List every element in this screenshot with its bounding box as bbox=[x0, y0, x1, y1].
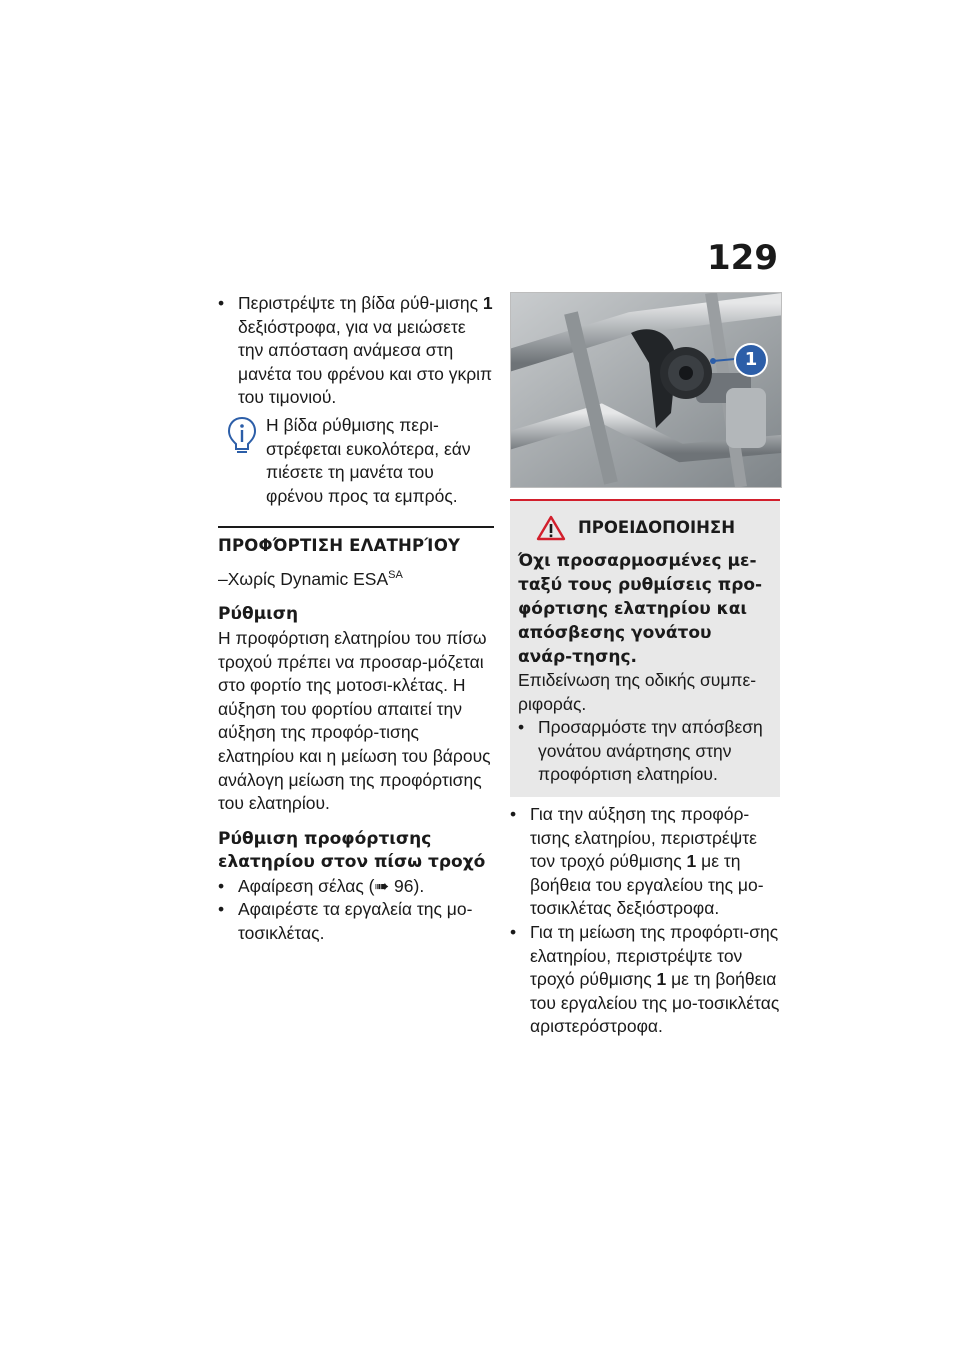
warning-triangle-icon bbox=[536, 515, 566, 541]
page-number: 129 bbox=[707, 238, 778, 278]
right-column bbox=[510, 292, 780, 1039]
instruction-bullet-increase: • Για την αύξηση της προφόρ-τισης ελατηρίου, περιστρέψτε τον τροχό ρύθμισης 1 με τη βοήθεια του εργαλείου της μο-τοσικλέτας δεξιόστροφα. bbox=[510, 803, 780, 921]
warning-box bbox=[510, 501, 780, 797]
warning-header bbox=[536, 515, 770, 541]
warning-hazard: Όχι προσαρμοσμένες με-ταξύ τους ρυθμίσεις προ-φόρτισης ελατηρίου και απόσβεσης γονάτου ανάρ-τησης. bbox=[518, 551, 763, 667]
adjustment-paragraph: Η προφόρτιση ελατηρίου του πίσω τροχού πρέπει να προσαρ-μόζεται στο φορτίο της μοτοσι-κλέτας. Η αύξηση του φορτίου απαιτεί την αύξηση της προφόρ-τισης ελατηρίου και η μείωση του βάρους ανάλογη μείωση της προφόρτισης του ελατηρίου. bbox=[218, 627, 491, 814]
instruction-bullet-decrease: • Για τη μείωση της προφόρτι-σης ελατηρίου, περιστρέψτε τον τροχό ρύθμισης 1 με τη βοήθεια του εργαλείου της μο-τοσικλέτας αριστερόστροφα. bbox=[510, 921, 780, 1039]
heading-adjustment: Ρύθμιση bbox=[218, 604, 299, 625]
left-column bbox=[218, 292, 494, 946]
instruction-bullet-remove-seat: • Αφαίρεση σέλας (➠ 96). bbox=[218, 875, 494, 899]
info-note bbox=[218, 414, 494, 508]
instruction-bullet-remove-tools: • Αφαιρέστε τα εργαλεία της μο-τοσικλέτας. bbox=[218, 898, 494, 945]
warning-title: ΠΡΟΕΙΔΟΠΟΙΗΣΗ bbox=[578, 518, 735, 538]
arrow-ref-icon: ➠ bbox=[374, 875, 390, 896]
special-equipment-line: –Χωρίς Dynamic $ESA^{SA}$ bbox=[218, 568, 403, 589]
note-text: Η βίδα ρύθμισης περι-στρέφεται ευκολότερα, εάν πιέσετε τη μανέτα του φρένου προς τα εμπρός. bbox=[266, 414, 471, 506]
heading-rear-preload: Ρύθμιση προφόρτισης ελατηρίου στον πίσω τροχό bbox=[218, 828, 486, 873]
reference-number: 1 bbox=[686, 851, 697, 872]
instruction-bullet-turn-screw: • Περιστρέψτε τη βίδα ρύθ-μισης 1 δεξιόστροφα, για να μειώσετε την απόσταση ανάμεσα στη μανέτα του φρένου και στο γκριπ του τιμονιού. bbox=[218, 292, 494, 410]
reference-number: 1 bbox=[482, 293, 493, 313]
info-icon bbox=[226, 416, 258, 454]
section-title: ΠΡΟΦΌΡΤΙΣΗ ΕΛΑΤΗΡΊΟΥ bbox=[218, 526, 494, 558]
warning-consequence: Επιδείνωση της οδικής συμπε-ριφοράς. bbox=[518, 670, 757, 714]
motorcycle-frame-illustration bbox=[511, 293, 781, 487]
callout-1: 1 bbox=[734, 343, 768, 377]
reference-number: 1 bbox=[656, 969, 667, 990]
spring-preload-figure bbox=[510, 292, 782, 488]
sa-superscript: SA bbox=[388, 568, 403, 581]
warning-action-bullet: • Προσαρμόστε την απόσβεση γονάτου ανάρτησης στην προφόρτιση ελατηρίου. bbox=[518, 716, 770, 787]
